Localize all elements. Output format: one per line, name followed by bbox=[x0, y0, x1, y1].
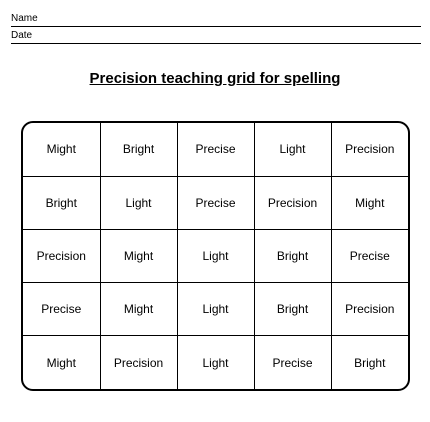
grid-cell: Might bbox=[331, 176, 408, 229]
grid-cell: Bright bbox=[331, 336, 408, 389]
grid-cell: Precision bbox=[23, 229, 100, 282]
grid-cell: Precision bbox=[100, 336, 177, 389]
grid-cell: Might bbox=[100, 229, 177, 282]
grid-row bbox=[23, 176, 408, 229]
grid-cell: Bright bbox=[254, 229, 331, 282]
grid-cell: Might bbox=[23, 123, 100, 176]
grid-cell: Precise bbox=[177, 176, 254, 229]
grid-cell: Precision bbox=[254, 176, 331, 229]
grid-cell: Precise bbox=[331, 229, 408, 282]
grid-cell: Bright bbox=[100, 123, 177, 176]
worksheet-title: Precision teaching grid for spelling bbox=[89, 70, 341, 87]
grid-row bbox=[23, 336, 408, 389]
grid-row bbox=[23, 283, 408, 336]
grid-cell: Bright bbox=[254, 283, 331, 336]
grid-row bbox=[23, 123, 408, 176]
grid-cell: Light bbox=[254, 123, 331, 176]
grid-cell: Might bbox=[100, 283, 177, 336]
grid-cell: Bright bbox=[23, 176, 100, 229]
grid-cell: Precise bbox=[23, 283, 100, 336]
name-label: Name bbox=[11, 13, 38, 24]
grid-cell: Light bbox=[177, 283, 254, 336]
date-field[interactable] bbox=[11, 29, 421, 44]
grid-cell: Light bbox=[100, 176, 177, 229]
spelling-grid bbox=[23, 123, 408, 389]
grid-cell: Precision bbox=[331, 123, 408, 176]
date-label: Date bbox=[11, 30, 33, 41]
spelling-grid-frame bbox=[21, 121, 410, 391]
grid-cell: Light bbox=[177, 229, 254, 282]
grid-cell: Precise bbox=[254, 336, 331, 389]
grid-cell: Might bbox=[23, 336, 100, 389]
name-field[interactable] bbox=[11, 12, 421, 27]
grid-cell: Precise bbox=[177, 123, 254, 176]
grid-row bbox=[23, 229, 408, 282]
grid-cell: Precision bbox=[331, 283, 408, 336]
grid-cell: Light bbox=[177, 336, 254, 389]
